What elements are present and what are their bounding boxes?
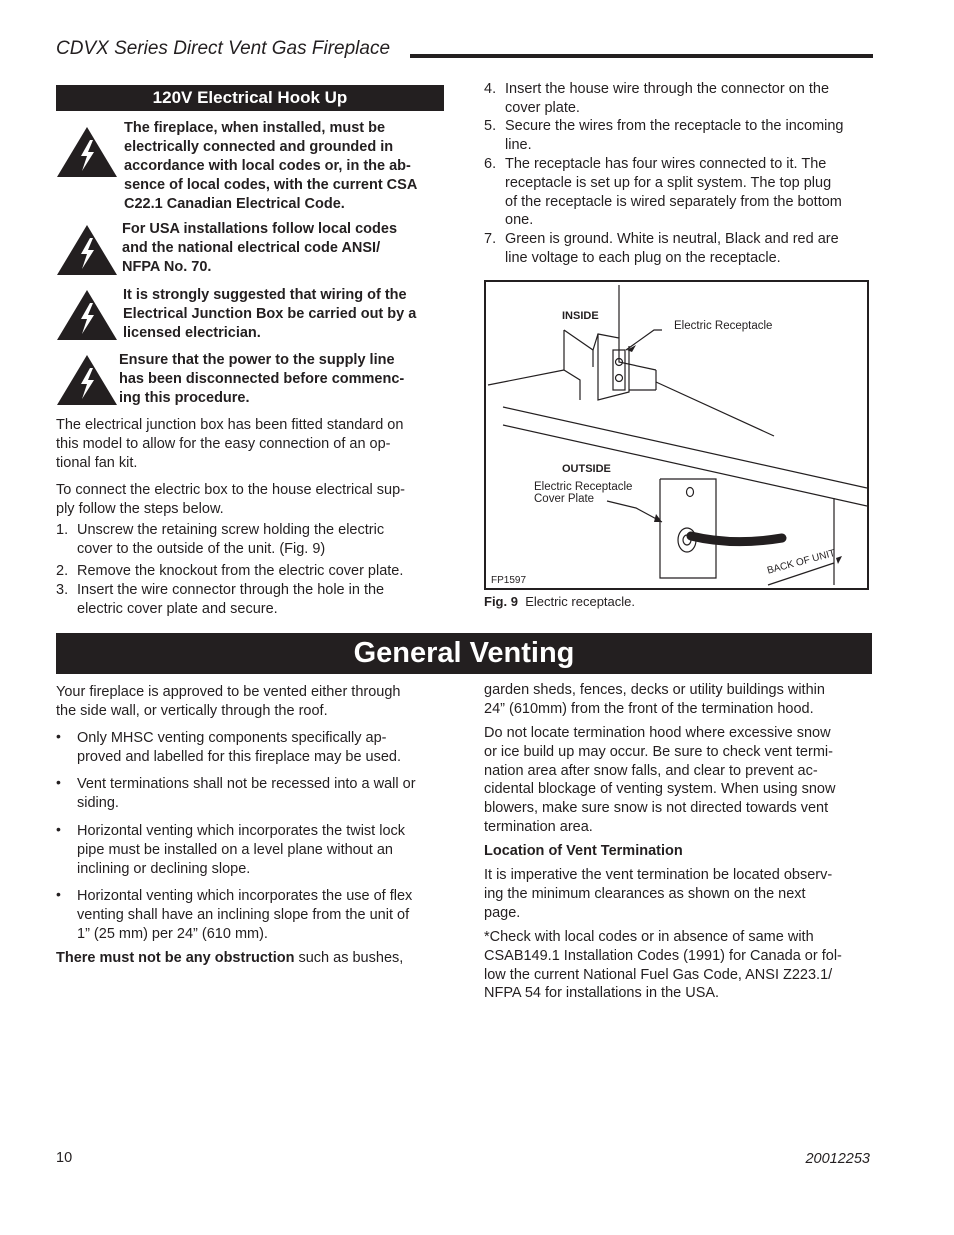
electrical-hazard-icon (56, 354, 118, 406)
warning-block-4: Ensure that the power to the supply line has been disconnected before commenc- ing this procedure. (56, 354, 446, 410)
electrical-hazard-icon (56, 224, 118, 276)
warning-block-1: The fireplace, when installed, must be electrically connected and grounded in accordance with local codes or, in the ab- sence of local codes, with the current CSA C22.1 Canadian Electrical Code. (56, 124, 446, 214)
location-paragraph: It is imperative the vent termination be located observ- ing the minimum clearances as shown on the next page. (484, 867, 833, 921)
running-header: CDVX Series Direct Vent Gas Fireplace (56, 38, 391, 59)
inside-label: INSIDE (562, 310, 599, 322)
obstruction-line: There must not be any obstruction such as bushes, (56, 950, 404, 966)
back-of-unit-label: BACK OF UNIT (766, 547, 837, 577)
figure-caption: Fig. 9 Electric receptacle. (484, 594, 636, 609)
figure-code: FP1597 (491, 575, 527, 586)
figure-electric-receptacle (484, 280, 869, 590)
obstruction-continued: garden sheds, fences, decks or utility buildings within 24” (610mm) from the front of the termination hood. (484, 682, 825, 717)
warning-block-2: For USA installations follow local codes and the national electrical code ANSI/ NFPA No. 70. (56, 224, 446, 280)
warning-block-3: It is strongly suggested that wiring of the Electrical Junction Box be carried out by a licensed electrician. (56, 289, 446, 345)
venting-intro: Your fireplace is approved to be vented either through the side wall, or vertically through the roof. (56, 684, 401, 719)
header-rule (410, 54, 873, 58)
location-heading: Location of Vent Termination (484, 843, 683, 859)
junction-box-paragraph: The electrical junction box has been fitted standard on this model to allow for the easy connection of an op- tional fan kit. (56, 417, 404, 471)
document-number: 20012253 (805, 1151, 870, 1167)
cover-plate-label: Electric Receptacle Cover Plate (534, 481, 633, 505)
electrical-hazard-icon (56, 126, 118, 178)
section-heading-electrical: 120V Electrical Hook Up (56, 85, 444, 111)
outside-label: OUTSIDE (562, 463, 611, 475)
page-number: 10 (56, 1150, 73, 1166)
connect-paragraph: To connect the electric box to the house electrical sup- ply follow the steps below. (56, 482, 405, 517)
electrical-hazard-icon (56, 289, 118, 341)
section-heading-venting: General Venting (56, 633, 872, 674)
receptacle-label: Electric Receptacle (674, 320, 773, 332)
codes-paragraph: *Check with local codes or in absence of same with CSAB149.1 Installation Codes (1991) for Canada or fol- low the current National Fuel Gas Code, ANSI Z223.1/ NFPA 54 for installations in the USA. (484, 929, 842, 1002)
snow-paragraph: Do not locate termination hood where excessive snow or ice build up may occur. Be sure to check vent termi- nation area after snow falls, and clear to prevent ac- cidental blockage of venting system. When using snow blowers, make sure snow is not directed towards vent termination area. (484, 725, 836, 835)
